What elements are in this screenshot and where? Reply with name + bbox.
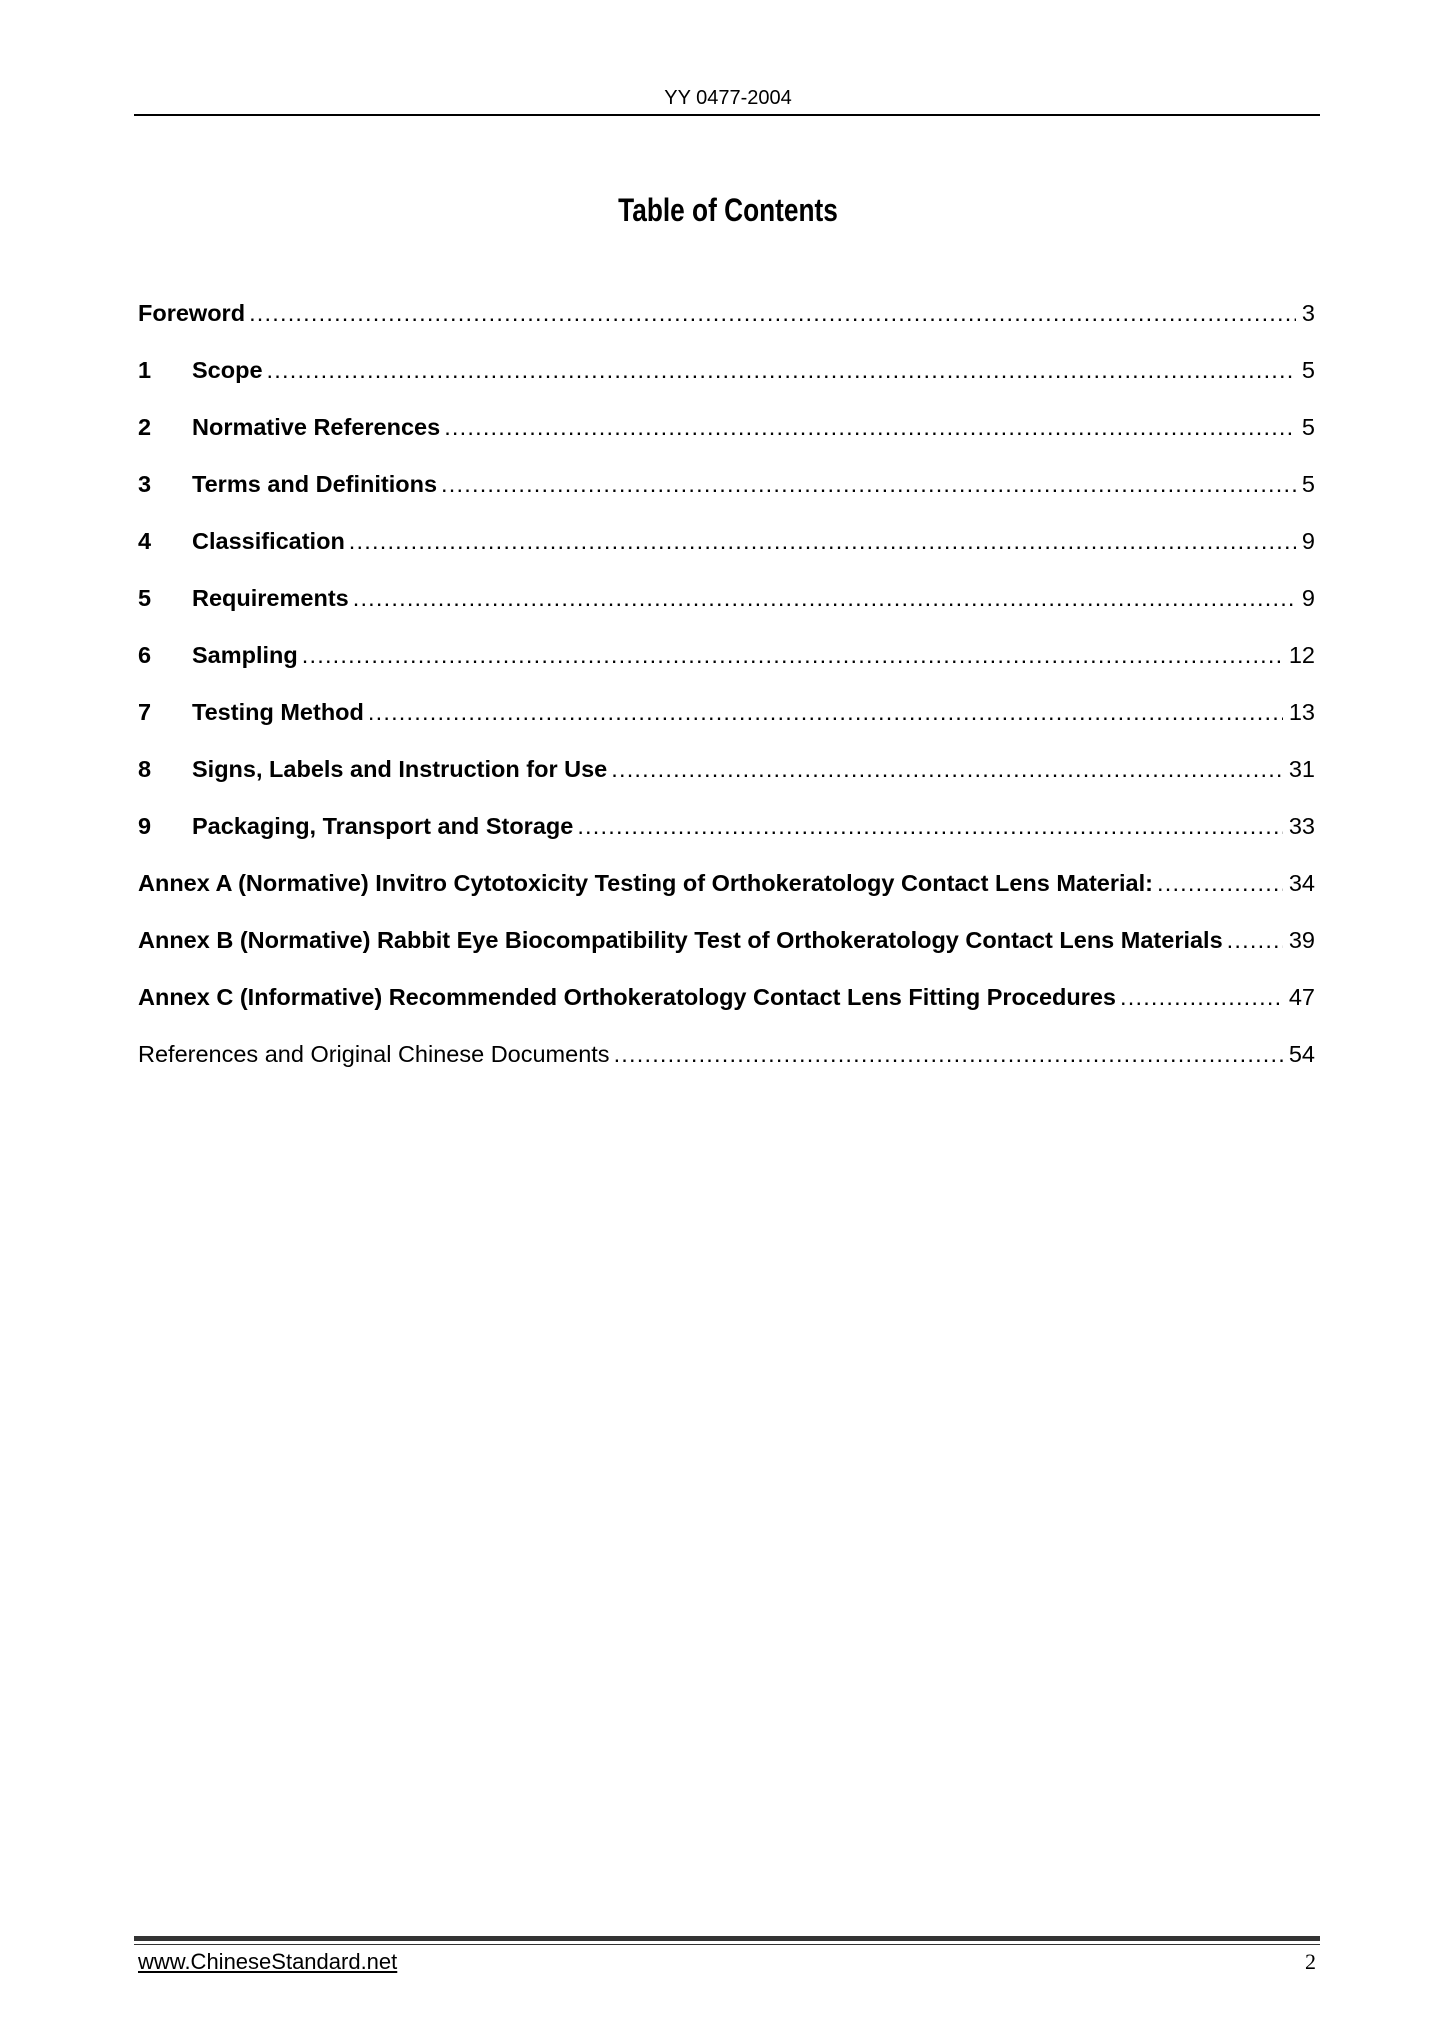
toc-dot-leader	[444, 407, 1296, 447]
toc-entry-number: 2	[138, 414, 152, 440]
toc-entry-page: 9	[1301, 528, 1315, 554]
page-title: Table of Contents	[618, 192, 838, 228]
toc-entry[interactable]	[138, 521, 1315, 578]
toc-entry-page: 5	[1301, 471, 1315, 497]
toc-entry[interactable]	[138, 920, 1315, 977]
toc-entry-label: References and Original Chinese Documents	[138, 1041, 610, 1067]
toc-entry-label: Annex A (Normative) Invitro Cytotoxicity Testing of Orthokeratology Contact Lens Material:	[138, 870, 1153, 896]
toc-entry-page: 47	[1288, 984, 1315, 1010]
toc-entry-label: Foreword	[138, 300, 246, 326]
toc-entry-page: 34	[1288, 870, 1315, 896]
website-link[interactable]: www.ChineseStandard.net	[138, 1949, 398, 1974]
toc-dot-leader	[349, 521, 1296, 561]
toc-dot-leader	[1120, 977, 1283, 1017]
toc-entry-number: 1	[138, 357, 152, 383]
toc-entry-page: 3	[1301, 300, 1315, 326]
toc-entry-label: Sampling	[192, 642, 298, 668]
toc-entry[interactable]	[138, 692, 1315, 749]
toc-entry-page: 12	[1288, 642, 1315, 668]
toc-entry[interactable]	[138, 464, 1315, 521]
toc-entry-label: Signs, Labels and Instruction for Use	[192, 756, 608, 782]
toc-dot-leader	[441, 464, 1296, 504]
toc-entry[interactable]	[138, 863, 1315, 920]
toc-entry[interactable]	[138, 749, 1315, 806]
toc-entry-number: 9	[138, 813, 152, 839]
toc-dot-leader	[249, 293, 1296, 333]
toc-entry-page: 31	[1288, 756, 1315, 782]
toc-entry[interactable]	[138, 635, 1315, 692]
toc-entry-label: Classification	[192, 528, 345, 554]
document-code: YY 0477-2004	[664, 87, 792, 109]
toc-entry-label: Packaging, Transport and Storage	[192, 813, 574, 839]
toc-dot-leader	[577, 806, 1283, 846]
toc-entry-label: Terms and Definitions	[192, 471, 438, 497]
toc-entry-number: 4	[138, 528, 152, 554]
toc-entry-label: Annex C (Informative) Recommended Orthokeratology Contact Lens Fitting Procedures	[138, 984, 1117, 1010]
toc-entry-number: 5	[138, 585, 152, 611]
toc-entry-label: Testing Method	[192, 699, 364, 725]
toc-entry[interactable]	[138, 806, 1315, 863]
page-number: 2	[1305, 1949, 1316, 1974]
toc-entry[interactable]	[138, 407, 1315, 464]
toc-entry[interactable]	[138, 350, 1315, 407]
toc-entry[interactable]	[138, 293, 1315, 350]
toc-dot-leader	[611, 749, 1283, 789]
toc-entry-label: Requirements	[192, 585, 349, 611]
toc-entry[interactable]	[138, 578, 1315, 635]
toc-dot-leader	[1227, 920, 1283, 960]
toc-entry-page: 39	[1288, 927, 1315, 953]
toc-dot-leader	[1157, 863, 1283, 903]
toc-dot-leader	[614, 1034, 1283, 1074]
header-rule	[134, 114, 1320, 116]
toc-entry-page: 33	[1288, 813, 1315, 839]
toc-dot-leader	[267, 350, 1296, 390]
toc-entry-page: 5	[1301, 414, 1315, 440]
toc-entry[interactable]	[138, 977, 1315, 1034]
toc-entry[interactable]	[138, 1034, 1315, 1091]
toc-entry-page: 54	[1288, 1041, 1315, 1067]
toc-entry-page: 9	[1301, 585, 1315, 611]
footer-rule-thin	[134, 1944, 1320, 1945]
toc-entry-number: 8	[138, 756, 152, 782]
toc-dot-leader	[353, 578, 1296, 618]
toc-dot-leader	[368, 692, 1283, 732]
toc-entry-number: 7	[138, 699, 152, 725]
toc-entry-number: 6	[138, 642, 152, 668]
toc-entry-label: Scope	[192, 357, 263, 383]
footer-rule	[134, 1936, 1320, 1941]
toc-entry-page: 13	[1288, 699, 1315, 725]
toc-entry-page: 5	[1301, 357, 1315, 383]
toc-dot-leader	[302, 635, 1283, 675]
toc-entry-label: Normative References	[192, 414, 441, 440]
toc-entry-label: Annex B (Normative) Rabbit Eye Biocompatibility Test of Orthokeratology Contact Lens Materials	[138, 927, 1223, 953]
table-of-contents	[138, 293, 1315, 1091]
toc-entry-number: 3	[138, 471, 152, 497]
